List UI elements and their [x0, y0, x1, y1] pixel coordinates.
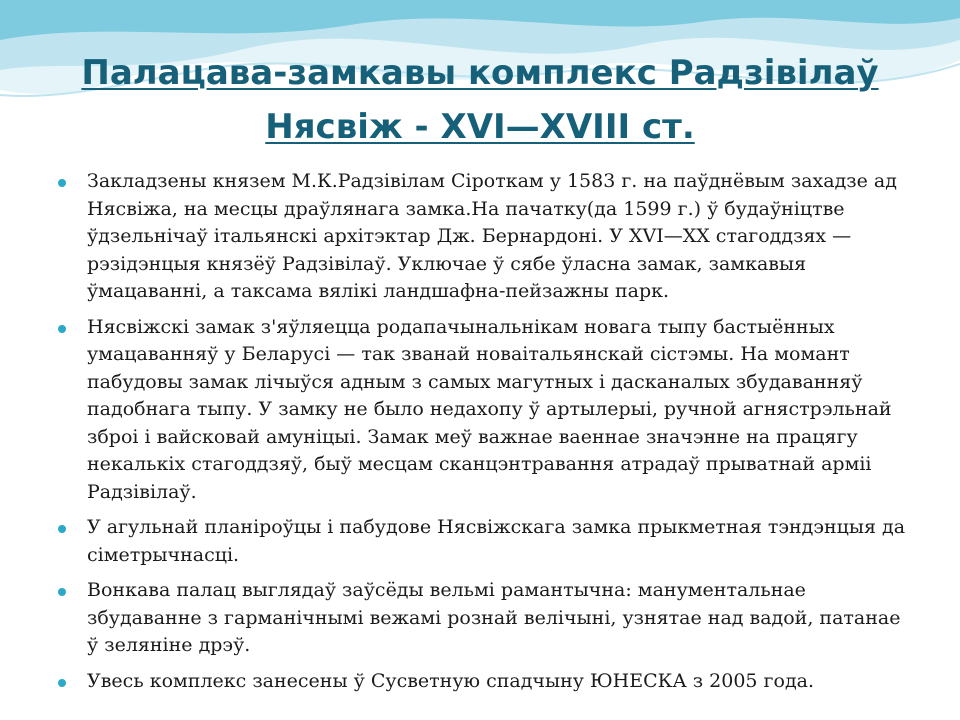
bullet-text: У агульнай планіроўцы і пабудове Нясвіжскага замка прыкметная тэндэнцыя да сіметрычнасці. — [87, 516, 906, 566]
bullet-item — [58, 514, 908, 569]
bullet-text: Вонкава палац выглядаў заўсёды вельмі рамантычна: манументальнае збудаванне з гарманічнымі вежамі рознай велічыні, узнятае над вадой, патанае ў зеляніне дрэў. — [87, 579, 901, 656]
bullet-dot-icon — [58, 325, 66, 333]
bullet-item — [58, 577, 908, 660]
title-line-2: Нясвіж - XVI—XVIII ст. — [265, 107, 695, 147]
bullet-dot-icon — [58, 179, 66, 187]
bullet-item — [58, 314, 908, 507]
bullet-text: Нясвіжскі замак з'яўляецца родапачынальнікам новага тыпу бастыённых умацаванняў у Беларусі — так званай новаітальянскай сістэмы. На момант пабудовы замак лічыўся адным з самых магутных і дасканалых збудаванняў падобнага тыпу. У замку не было недахопу ў артылерыі, ручной агнястрэльнай зброі і вайсковай амуніцыі. Замак меў важнае ваеннае значэнне на працягу некалькіх стагоддзяў, быў месцам сканцэнтравання атрадаў прыватнай арміі Радзівілаў. — [87, 315, 892, 503]
bullet-text: Увесь комплекс занесены ў Сусветную спадчыну ЮНЕСКА з 2005 года. — [87, 669, 815, 692]
bullet-item — [58, 168, 908, 306]
bullet-dot-icon — [58, 588, 66, 596]
title-line-1: Палацава-замкавы комплекс Радзівілаў — [81, 53, 879, 93]
bullet-dot-icon — [58, 679, 66, 687]
bullet-text: Закладзены князем М.К.Радзівілам Сіроткам у 1583 г. на паўднёвым захадзе ад Нясвіжа, на месцы драўлянага замка.На пачатку(да 1599 г.) ў будаўніцтве ўдзельнічаў італьянскі архітэктар Дж. Бернардоні. У XVI—XX стагоддзях — рэзідэнцыя князёў Радзівілаў. Уключае ў сябе ўласна замак, замкавыя ўмацаванні, а таксама вялікі ландшафна-пейзажны парк. — [87, 170, 897, 302]
slide-title — [40, 46, 920, 154]
bullet-list — [58, 168, 908, 703]
bullet-dot-icon — [58, 525, 66, 533]
bullet-item — [58, 668, 908, 696]
